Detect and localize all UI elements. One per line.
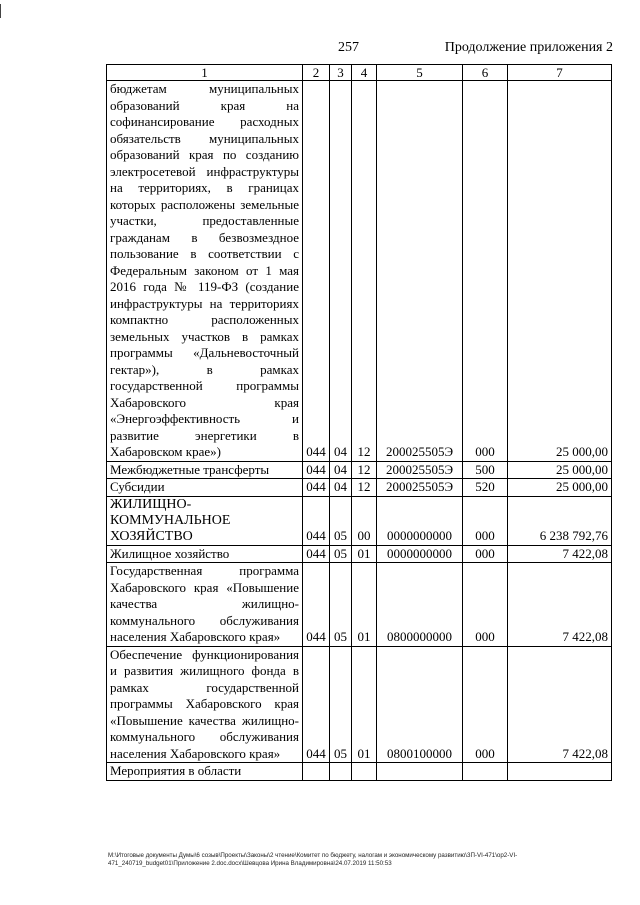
cell-amount: 6 238 792,76: [508, 496, 612, 545]
corner-mark: [0, 4, 7, 18]
cell-subsection: 12: [352, 81, 377, 462]
cell-expense-type: 500: [463, 461, 508, 479]
cell-section: 04: [330, 461, 352, 479]
page-number: 257: [338, 40, 359, 55]
cell-target-item: 0000000000: [377, 496, 463, 545]
cell-amount: 7 422,08: [508, 563, 612, 647]
cell-target-item: [377, 763, 463, 781]
cell-target-item: 200025505Э: [377, 479, 463, 497]
cell-section: 04: [330, 81, 352, 462]
column-header: 6: [463, 65, 508, 81]
cell-subsection: 00: [352, 496, 377, 545]
cell-expense-type: 000: [463, 81, 508, 462]
cell-target-item: 200025505Э: [377, 461, 463, 479]
cell-expense-type: 000: [463, 646, 508, 763]
table-row: [107, 81, 612, 462]
row-description: Субсидии: [107, 479, 303, 497]
table-header-row: [107, 65, 612, 81]
row-description: Жилищное хозяйство: [107, 545, 303, 563]
row-description: Обеспечение функционирования и развития жилищного фонда в рамках государственной программы Хабаровского края «Повышение качества жилищно-коммунального обслуживания населения Хабаровского края»: [107, 646, 303, 763]
table-row: [107, 496, 612, 545]
column-header: 5: [377, 65, 463, 81]
table-row: [107, 479, 612, 497]
cell-amount: 7 422,08: [508, 646, 612, 763]
cell-ministry-code: [303, 763, 330, 781]
appendix-continuation-note: Продолжение приложения 2: [444, 40, 613, 55]
column-header: 2: [303, 65, 330, 81]
cell-target-item: 0800100000: [377, 646, 463, 763]
cell-ministry-code: 044: [303, 545, 330, 563]
cell-section: 05: [330, 563, 352, 647]
cell-section: 05: [330, 646, 352, 763]
cell-subsection: [352, 763, 377, 781]
cell-section: [330, 763, 352, 781]
row-description: Межбюджетные трансферты: [107, 461, 303, 479]
cell-ministry-code: 044: [303, 646, 330, 763]
cell-ministry-code: 044: [303, 563, 330, 647]
table-row: [107, 646, 612, 763]
cell-subsection: 01: [352, 646, 377, 763]
column-header: 3: [330, 65, 352, 81]
document-path-footer: M:\Итоговые документы Думы\6 созыв\Проекты\Законы\2 чтение\Комитет по бюджету, налогам и экономическому развитию\3П-VI-471\ор2-VI-471_240719_budget01\Приложение 2.doc.docx\Шевцова Ирина Владимировна\24.07.2019 11:50:53: [108, 852, 518, 867]
table-row: [107, 461, 612, 479]
cell-subsection: 01: [352, 563, 377, 647]
row-description: Государственная программа Хабаровского края «Повышение качества жилищно-коммунального обслуживания населения Хабаровского края»: [107, 563, 303, 647]
cell-ministry-code: 044: [303, 461, 330, 479]
column-header: 4: [352, 65, 377, 81]
row-description: бюджетам муниципальных образований края на софинансирование расходных обязательств муниципальных образований края по созданию электросетевой инфраструктуры на территориях, в границах которых расположены земельные участки, предоставленные гражданам в безвозмездное пользование в соответствии с Федеральным законом от 1 мая 2016 года № 119-ФЗ (создание инфраструктуры на территориях компактно расположенных земельных участков в рамках программы «Дальневосточный гектар»), в рамках государственной программы Хабаровского края «Энергоэффективность и развитие энергетики в Хабаровском крае»): [107, 81, 303, 462]
column-header: 7: [508, 65, 612, 81]
row-description: ЖИЛИЩНО-КОММУНАЛЬНОЕ ХОЗЯЙСТВО: [107, 496, 303, 545]
cell-target-item: 0000000000: [377, 545, 463, 563]
cell-amount: 25 000,00: [508, 81, 612, 462]
cell-section: 04: [330, 479, 352, 497]
cell-expense-type: [463, 763, 508, 781]
cell-ministry-code: 044: [303, 496, 330, 545]
cell-section: 05: [330, 545, 352, 563]
cell-amount: 25 000,00: [508, 479, 612, 497]
cell-expense-type: 000: [463, 496, 508, 545]
cell-expense-type: 520: [463, 479, 508, 497]
cell-amount: [508, 763, 612, 781]
cell-expense-type: 000: [463, 563, 508, 647]
cell-amount: 7 422,08: [508, 545, 612, 563]
cell-subsection: 12: [352, 461, 377, 479]
cell-ministry-code: 044: [303, 479, 330, 497]
cell-ministry-code: 044: [303, 81, 330, 462]
cell-expense-type: 000: [463, 545, 508, 563]
budget-table: [106, 64, 612, 781]
column-header: 1: [107, 65, 303, 81]
cell-target-item: 200025505Э: [377, 81, 463, 462]
table-row: [107, 563, 612, 647]
row-description: Мероприятия в области: [107, 763, 303, 781]
cell-subsection: 12: [352, 479, 377, 497]
table-row: [107, 545, 612, 563]
cell-subsection: 01: [352, 545, 377, 563]
table-row: [107, 763, 612, 781]
cell-amount: 25 000,00: [508, 461, 612, 479]
cell-target-item: 0800000000: [377, 563, 463, 647]
cell-section: 05: [330, 496, 352, 545]
